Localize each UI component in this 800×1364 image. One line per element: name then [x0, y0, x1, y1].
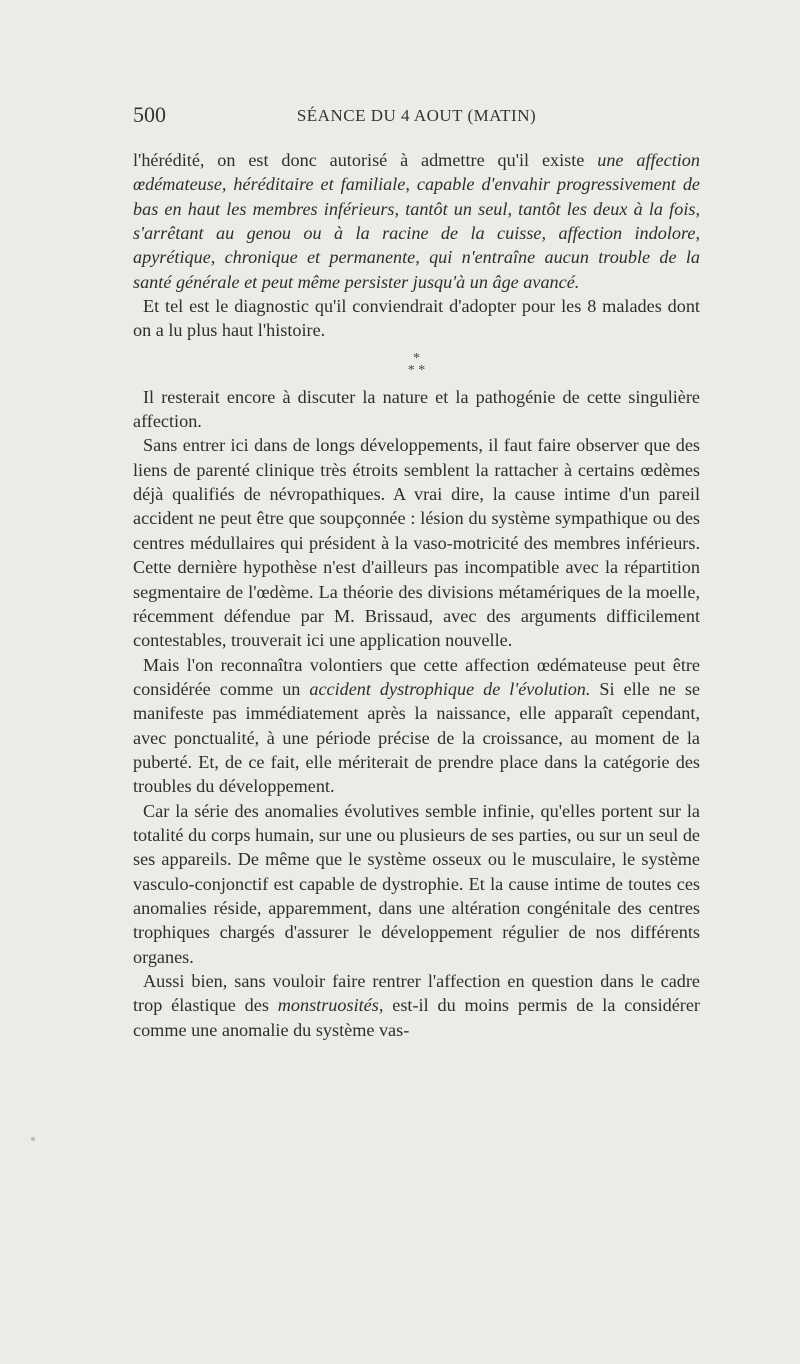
- italic-text-run: accident dystrophique de l'évolution.: [309, 678, 591, 699]
- italic-text-run: une affection œdémateuse, héréditaire et familiale, capable d'envahir progressivement de bas en haut les membres inférieurs, tantôt un seul, tantôt les deux à la fois, s'arrêtant au genou ou à la racine de la cuisse, affection indolore, apyrétique, chronique et permanente, qui n'entraîne aucun trouble de la santé générale et peut même persister jusqu'à un âge avancé.: [133, 150, 700, 292]
- body-text: [133, 148, 700, 1042]
- asterism-top: *: [413, 350, 420, 366]
- paragraph: Car la série des anomalies évolutives semble infinie, qu'elles portent sur la totalité du corps humain, sur une ou plusieurs de ses parties, ou sur un seul de ses appareils. De même que le système osseux ou le musculaire, le système vasculo-conjonctif est capable de dystrophie. Et la cause intime de toutes ces anomalies réside, apparemment, dans une altération congénitale des centres trophiques chargés d'assurer le développement régulier de nos différents organes.: [133, 800, 700, 967]
- asterism: [133, 350, 700, 378]
- text-run: l'hérédité, on est donc autorisé à admettre qu'il existe: [133, 150, 598, 170]
- page-number: 500: [133, 102, 166, 127]
- running-title: SÉANCE DU 4 AOUT (MATIN): [296, 106, 537, 125]
- paragraph: [133, 653, 700, 799]
- paragraph: Et tel est le diagnostic qu'il conviendrait d'adopter pour les 8 malades dont on a lu plus haut l'histoire.: [133, 296, 700, 341]
- text-run: Aussi bien, sans vouloir faire rentrer l'affection en question dans le cadre trop élastique des: [133, 971, 700, 1016]
- text-run: Si elle ne se manifeste pas immédiatement après la naissance, elle apparaît cependant, avec ponctualité, à une période précise de la croissance, au moment de la puberté. Et, de ce fait, elle mériterait de prendre place dans la catégorie des troubles du développement.: [133, 678, 700, 797]
- paragraph: [133, 969, 700, 1042]
- paragraph: Sans entrer ici dans de longs développements, il faut faire observer que des liens de parenté clinique très étroits semblent la rattacher à certains œdèmes déjà qualifiés de névropathiques. A vrai dire, la cause intime d'un pareil accident ne peut être que soupçonnée : lésion du système sympathique ou des centres médullaires qui président à la vaso-motricité des membres inférieurs. Cette dernière hypothèse n'est d'ailleurs pas incompatible avec la répartition segmentaire de l'œdème. La théorie des divisions métamériques de la moelle, récemment défendue par M. Brissaud, avec des arguments difficilement contestables, trouverait ici une application nouvelle.: [133, 435, 700, 651]
- asterism-bottom: * *: [407, 362, 426, 378]
- paragraph: [133, 148, 700, 294]
- paragraph: Il resterait encore à discuter la nature et la pathogénie de cette singulière affection.: [133, 386, 700, 432]
- italic-text-run: monstruosités,: [277, 995, 384, 1016]
- paper-speck: [31, 1137, 35, 1141]
- text-run: Mais l'on reconnaîtra volontiers que cette affection œdémateuse peut être considérée comme un: [133, 654, 700, 699]
- text-run: est-il du moins permis de la considérer comme une anomalie du système vas-: [133, 995, 700, 1040]
- page-header: [133, 102, 700, 138]
